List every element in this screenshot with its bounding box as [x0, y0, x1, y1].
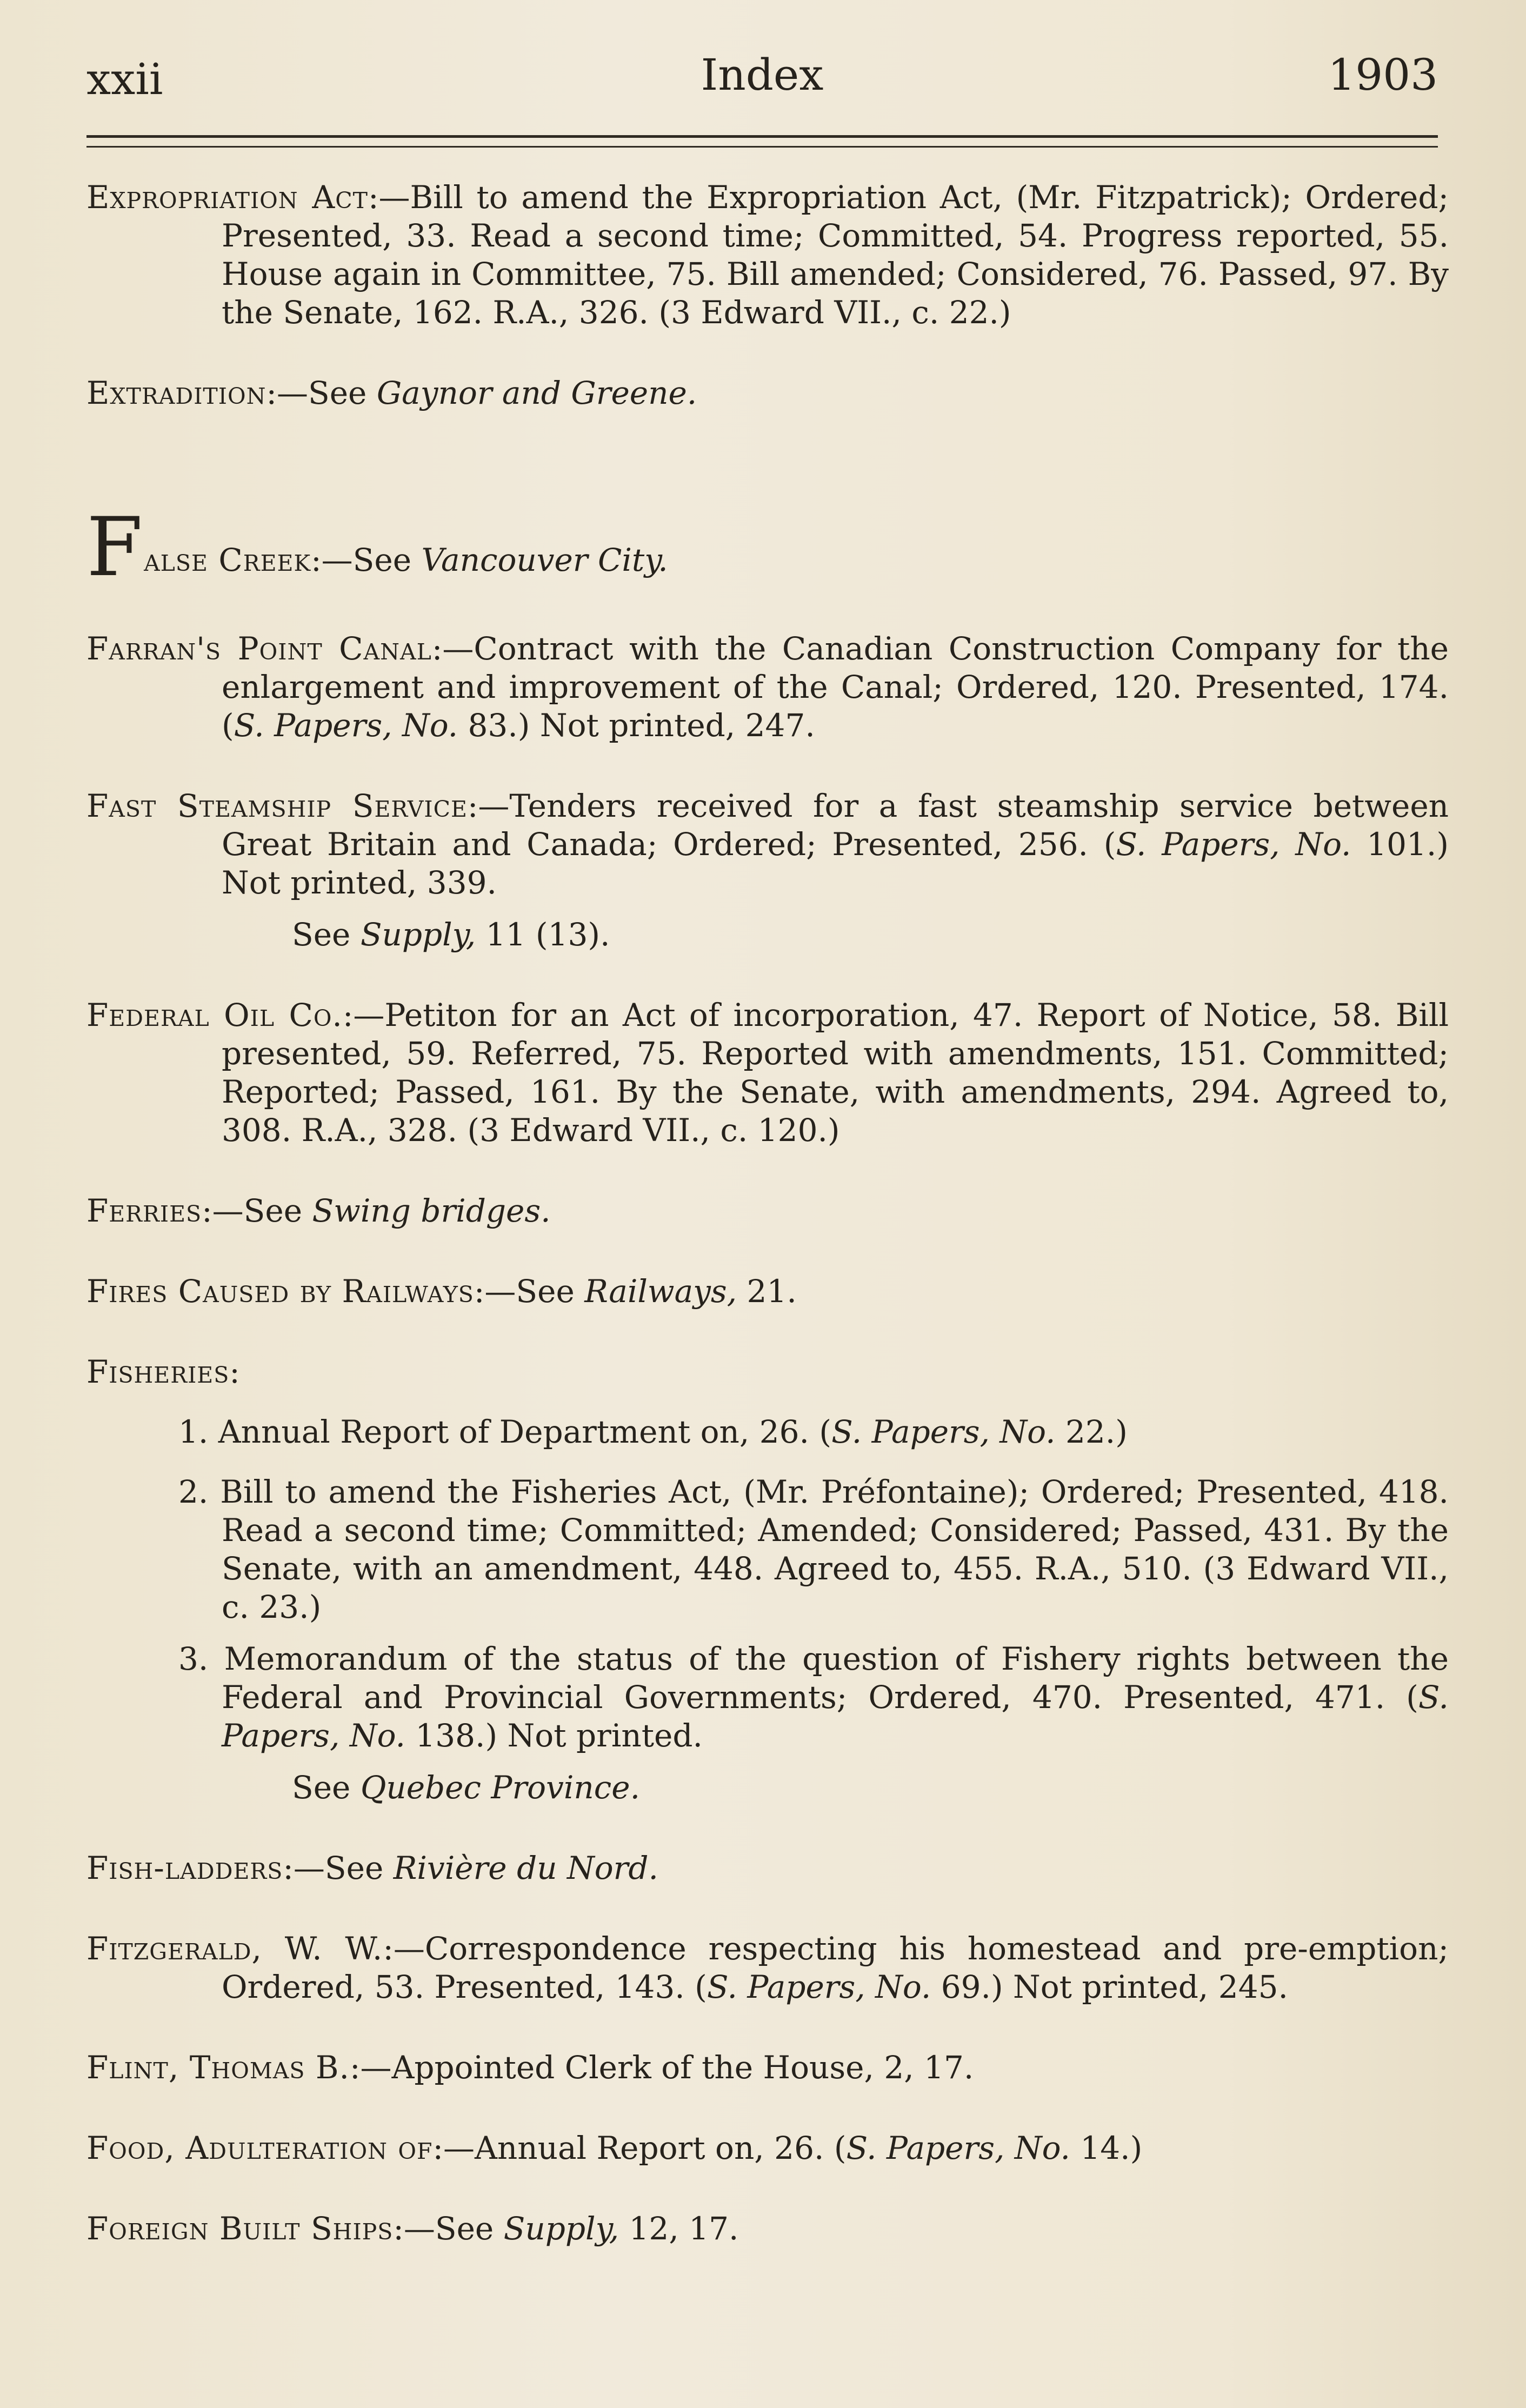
- see-numbers: 11 (13).: [476, 916, 610, 953]
- entry-farrans-point-canal: [86, 630, 1449, 745]
- entry-text: :—See: [202, 1192, 312, 1229]
- sessional-papers-ref: S. Papers, No.: [222, 1679, 1449, 1754]
- see-also-line: [86, 916, 1449, 954]
- entry-fires-caused-by-railways: [86, 1272, 1449, 1311]
- entry-text: :—See: [311, 542, 422, 578]
- entry-false-creek: [86, 501, 1449, 595]
- entry-colon: :: [229, 1353, 240, 1390]
- entry-heading: Foreign Built Ships: [86, 2210, 394, 2247]
- entry-food-adulteration: [86, 2129, 1449, 2167]
- page-header: [86, 43, 1438, 108]
- sessional-papers-ref: S. Papers, No.: [1116, 826, 1351, 863]
- item-text: 2. Bill to amend the Fisheries Act, (Mr. Préfontaine); Ordered; Presented, 418. Read a second time; Committed; Amended; Considered; Passed, 431. By the Senate, with an amendment, 448. Agreed to, 455. R.A., 510. (3 Edward VII., c. 23.): [178, 1473, 1449, 1625]
- entry-text: :—See: [393, 2210, 504, 2247]
- cross-reference: Gaynor and Greene.: [376, 375, 697, 411]
- item-text-end: 22.): [1055, 1413, 1128, 1450]
- entry-heading: alse Creek: [144, 542, 311, 578]
- entry-heading: Federal Oil Co.: [86, 997, 343, 1033]
- header-rule-thin: [86, 146, 1438, 148]
- entry-foreign-built-ships: [86, 2210, 1449, 2248]
- entry-heading: Food, Adulteration of: [86, 2130, 433, 2166]
- entry-fitzgerald: [86, 1930, 1449, 2006]
- page-number: xxii: [86, 54, 163, 104]
- entry-heading: Fitzgerald, W. W.: [86, 1930, 383, 1967]
- entry-text: :—Correspondence respecting his homestead and pre-emption; Ordered, 53. Presented, 143. (: [222, 1930, 1449, 2005]
- entry-heading: Ferries: [86, 1192, 202, 1229]
- entry-ferries: [86, 1192, 1449, 1230]
- entry-text-end: 69.) Not printed, 245.: [931, 1969, 1288, 2005]
- fisheries-item-1: [86, 1413, 1449, 1451]
- sessional-papers-ref: S. Papers, No.: [707, 1969, 931, 2005]
- cross-reference: Swing bridges.: [312, 1192, 551, 1229]
- entry-heading: Fisheries: [86, 1353, 230, 1390]
- fisheries-item-2: [86, 1473, 1449, 1626]
- entry-text: :—Annual Report on, 26. (: [432, 2130, 847, 2166]
- entry-heading: Fish-ladders: [86, 1850, 283, 1886]
- see-also-line: [86, 1769, 1449, 1807]
- cross-reference: Supply,: [360, 916, 476, 953]
- entry-text-end: 83.) Not printed, 247.: [458, 707, 815, 744]
- entry-text: :—See: [266, 375, 377, 411]
- cross-reference: Vancouver City.: [421, 542, 668, 578]
- entry-fish-ladders: [86, 1849, 1449, 1887]
- entry-text: :—Bill to amend the Expropriation Act, (Mr. Fitzpatrick); Ordered; Presented, 33. Read a second time; Committed, 54. Progress reported, 55. House again in Committee, 75. Bill amended; Considered, 76. Passed, 97. By the Senate, 162. R.A., 326. (3 Edward VII., c. 22.): [222, 179, 1449, 331]
- item-text-end: 138.) Not printed.: [405, 1717, 703, 1754]
- cross-reference: Railways,: [584, 1273, 737, 1310]
- entry-text-end: 101.) Not printed, 339.: [222, 826, 1449, 901]
- entry-text: :—Contract with the Canadian Construction Company for the enlargement and improvement of the Canal; Ordered, 120. Presented, 174. (: [222, 630, 1449, 744]
- entry-fast-steamship-service: [86, 787, 1449, 902]
- item-text: 3. Memorandum of the status of the question of Fishery rights between the Federal and Provincial Governments; Ordered, 470. Presented, 471. (: [178, 1640, 1449, 1716]
- year: 1903: [1328, 50, 1438, 100]
- entry-extradition: [86, 374, 1449, 412]
- entry-text-end: 21.: [737, 1273, 797, 1310]
- entry-heading: Extradition: [86, 375, 266, 411]
- header-rule-thick: [86, 135, 1438, 138]
- entry-text: :—Petiton for an Act of incorporation, 47. Report of Notice, 58. Bill presented, 59. Referred, 75. Reported with amendments, 151. Committed; Reported; Passed, 161. By the Senate, with amendments, 294. Agreed to, 308. R.A., 328. (3 Edward VII., c. 120.): [222, 997, 1449, 1149]
- entry-heading: Flint, Thomas B.: [86, 2049, 350, 2086]
- see-label: See: [292, 1769, 361, 1806]
- entry-heading: Fires Caused by Railways: [86, 1273, 474, 1310]
- entry-text: :—Tenders received for a fast steamship service between Great Britain and Canada; Ordered; Presented, 256. (: [222, 788, 1449, 863]
- sessional-papers-ref: S. Papers, No.: [234, 707, 458, 744]
- entry-flint-thomas: [86, 2049, 1449, 2087]
- cross-reference: Supply,: [503, 2210, 619, 2247]
- sessional-papers-ref: S. Papers, No.: [846, 2130, 1070, 2166]
- entry-text-end: 12, 17.: [619, 2210, 739, 2247]
- item-text: 1. Annual Report of Department on, 26. (: [178, 1413, 832, 1450]
- cross-reference: Rivière du Nord.: [393, 1850, 658, 1886]
- entry-heading: Fast Steamship Service: [86, 788, 468, 824]
- entry-text: :—See: [283, 1850, 394, 1886]
- entry-expropriation-act: [86, 178, 1449, 332]
- entry-heading: Expropriation Act: [86, 179, 368, 216]
- sessional-papers-ref: S. Papers, No.: [831, 1413, 1056, 1450]
- entry-text: :—Appointed Clerk of the House, 2, 17.: [350, 2049, 974, 2086]
- entry-fisheries: [86, 1353, 1449, 1391]
- cross-reference: Quebec Province.: [360, 1769, 641, 1806]
- entry-text-end: 14.): [1070, 2130, 1143, 2166]
- drop-cap: F: [86, 501, 143, 595]
- running-title: Index: [701, 50, 824, 100]
- fisheries-item-3: [86, 1640, 1449, 1755]
- entry-text: :—See: [474, 1273, 585, 1310]
- entry-federal-oil-co: [86, 996, 1449, 1150]
- see-label: See: [292, 916, 361, 953]
- entry-heading: Farran's Point Canal: [86, 630, 432, 667]
- index-content: [86, 178, 1449, 2248]
